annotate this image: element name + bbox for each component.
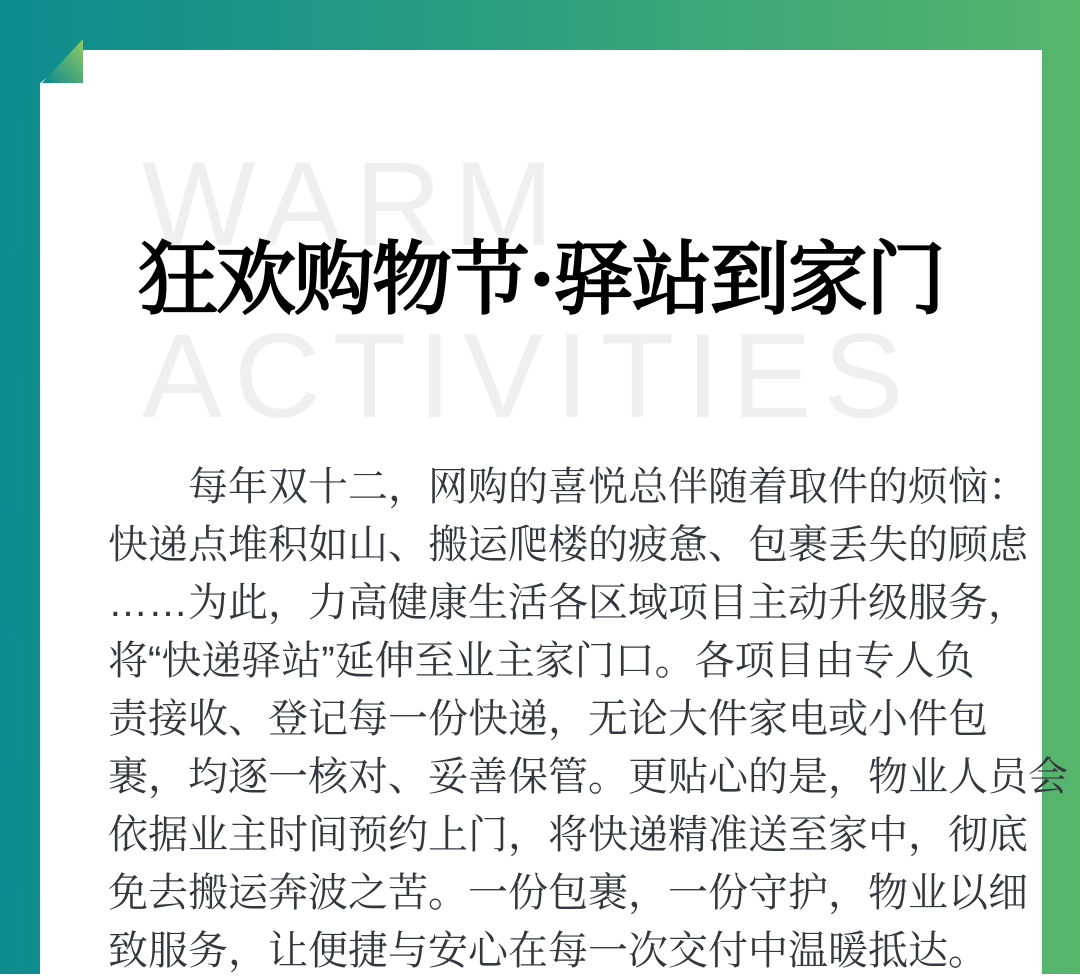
paragraph-line: 致服务，让便捷与安心在每一次交付中温暖抵达。 xyxy=(108,929,988,973)
paragraph-line: 将“快递驿站”延伸至业主家门口。各项目由专人负 xyxy=(108,639,975,683)
page-title: 狂欢购物节·驿站到家门 xyxy=(138,232,944,326)
paragraph-line: ……为此，力高健康生活各区域项目主动升级服务， xyxy=(108,581,1028,625)
paragraph-line: 快递点堆积如山、搬运爬楼的疲惫、包裹丢失的顾虑 xyxy=(108,523,1028,567)
paragraph-line: 免去搬运奔波之苦。一份包裹，一份守护，物业以细 xyxy=(108,871,1028,915)
article-paragraph xyxy=(108,458,1068,980)
paragraph-line: 裹，均逐一核对、妥善保管。更贴心的是，物业人员会 xyxy=(108,755,1068,799)
watermark-line-warm: WARM xyxy=(142,137,566,271)
watermark-line-activities: ACTIVITIES xyxy=(142,309,916,443)
paragraph-line: 责接收、登记每一份快递，无论大件家电或小件包 xyxy=(108,697,988,741)
paragraph-line: 依据业主时间预约上门，将快递精准送至家中，彻底 xyxy=(108,813,1028,857)
paragraph-line: 每年双十二，网购的喜悦总伴随着取件的烦恼： xyxy=(188,465,1028,509)
